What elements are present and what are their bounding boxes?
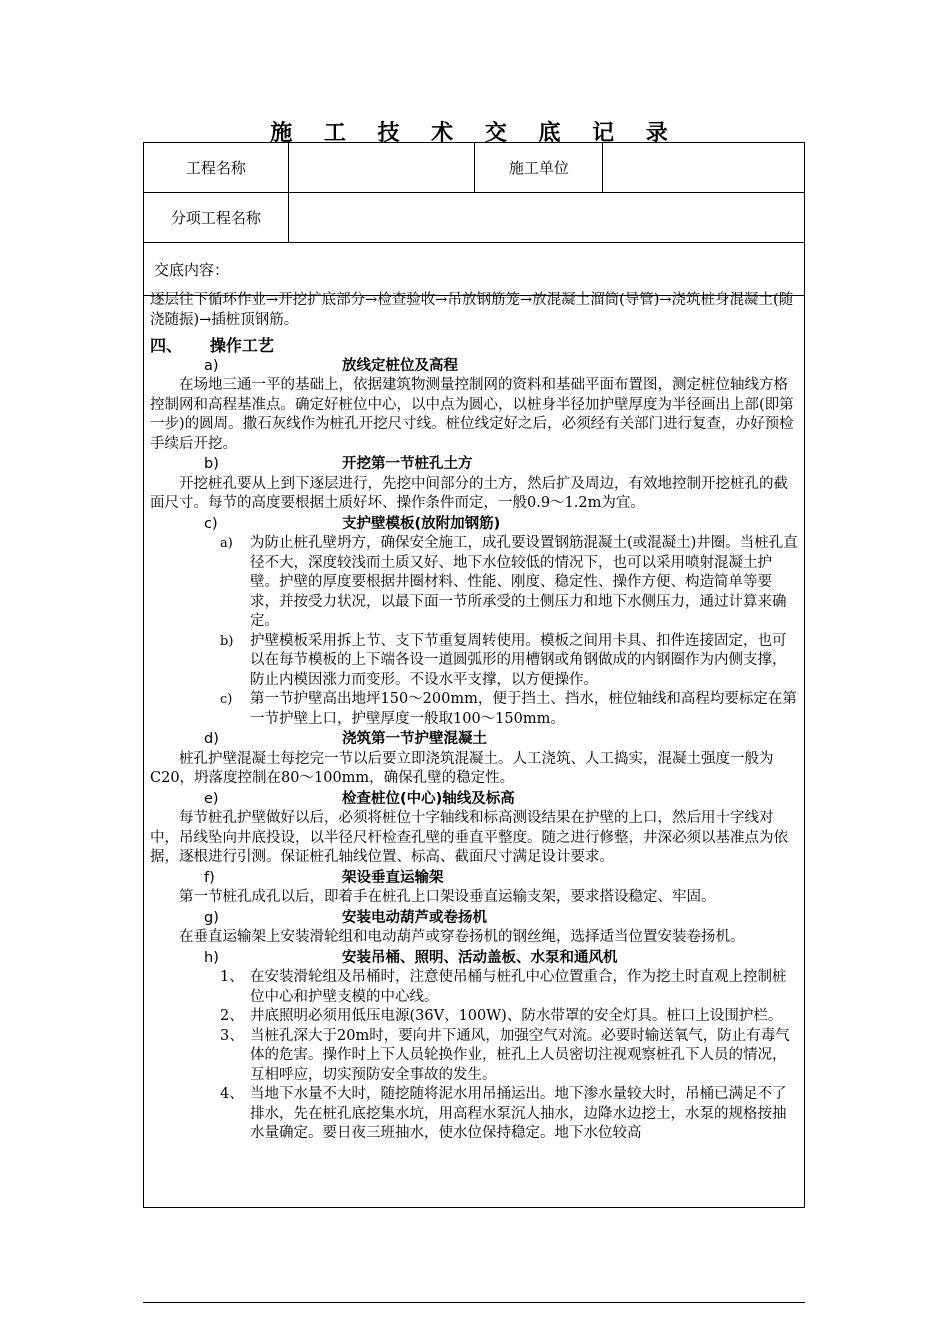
subsection-title: 浇筑第一节护壁混凝土 bbox=[342, 731, 487, 747]
subsection-title: 架设垂直运输架 bbox=[342, 869, 444, 886]
subsection-a-text: 在场地三通一平的基础上，依据建筑物测量控制网的资料和基础平面布置图，测定桩位轴线方格控制网和高程基准点。确定好桩位中心，以中点为圆心，以桩身半径加护壁厚度为半径画出上部(即第一步)的圆周。撒石灰线作为桩孔开挖尺寸线。桩位线定好之后，必须经有关部门进行复查，办好预检手续后开挖。 bbox=[150, 377, 794, 452]
project-name-value[interactable] bbox=[288, 143, 475, 193]
sub-project-label: 分项工程名称 bbox=[144, 193, 289, 243]
subsection-key: d) bbox=[204, 731, 219, 747]
sub-project-value[interactable] bbox=[288, 193, 804, 243]
subsection-g-text: 在垂直运输架上安装滑轮组和电动葫芦或穿卷扬机的钢丝绳，选择适当位置安装卷扬机。 bbox=[179, 929, 745, 945]
list-text: 在安装滑轮组及吊桶时，注意使吊桶与桩孔中心位置重合，作为挖土时直观上控制桩位中心和护壁支模的中心线。 bbox=[250, 969, 787, 1005]
subsection-key: a) bbox=[204, 357, 219, 374]
list-item bbox=[150, 1085, 798, 1144]
section-title: 操作工艺 bbox=[209, 336, 274, 355]
subsection-title: 支护壁模板(放附加钢筋) bbox=[342, 515, 501, 532]
list-marker: b) bbox=[220, 633, 234, 649]
list-marker: 2、 bbox=[220, 1008, 244, 1024]
section-number: 四、 bbox=[150, 336, 183, 355]
subsection-title: 检查桩位(中心)轴线及标高 bbox=[342, 790, 515, 807]
construction-unit-value[interactable] bbox=[603, 143, 805, 193]
subsection-key: g) bbox=[204, 909, 219, 926]
subsection-g-heading bbox=[150, 909, 798, 929]
list-marker: 4、 bbox=[220, 1086, 244, 1102]
subsection-key: h) bbox=[204, 949, 219, 966]
list-item bbox=[150, 968, 798, 1007]
list-text: 护壁模板采用拆上节、支下节重复周转使用。模板之间用卡具、扣件连接固定，也可以在每节模板的上下端各设一道圆弧形的用槽钢或角钢做成的内钢圈作为内侧支撑，防止内模因涨力而变形。不设水平支撑，以方便操作。 bbox=[250, 632, 787, 688]
subsection-key: e) bbox=[204, 790, 219, 807]
intro-text: 逐层往下循环作业→开挖扩底部分→检查验收→吊放钢筋笼→放混凝土溜筒(导管)→浇筑桩身混凝土(随浇随振)→插桩顶钢筋。 bbox=[150, 292, 794, 328]
subsection-d-text: 桩孔护壁混凝土每挖完一节以后要立即浇筑混凝土。人工浇筑、人工捣实，混凝土强度一般为C20，坍落度控制在80～100mm，确保孔壁的稳定性。 bbox=[150, 750, 774, 786]
subsection-e-text: 每节桩孔护壁做好以后，必须将桩位十字轴线和标高测设结果在护壁的上口，然后用十字线对中，吊线坠向井底投设，以半径尺杆检查孔壁的垂直平整度。随之进行修整，井深必须以基准点为依据，逐根进行引测。保证桩孔轴线位置、标高、截面尺寸满足设计要求。 bbox=[150, 810, 788, 865]
list-text: 为防止桩孔壁坍方，确保安全施工，成孔要设置钢筋混凝土(或混凝土)井圈。当桩孔直径不大，深度较浅而土质又好、地下水位较低的情况下，也可以采用喷射混凝土护壁。护壁的厚度要根据井圈材料、性能、刚度、稳定性、操作方便、构造简单等要求，并按受力状况，以最下面一节所承受的土侧压力和地下水侧压力，通过计算来确定。 bbox=[250, 535, 798, 629]
subsection-f-heading bbox=[150, 869, 798, 889]
project-name-label: 工程名称 bbox=[144, 143, 289, 193]
subsection-d-heading bbox=[150, 730, 798, 750]
subsection-title: 安装电动葫芦或卷扬机 bbox=[342, 909, 487, 926]
subsection-b-heading bbox=[150, 455, 798, 475]
content-body bbox=[150, 291, 798, 1144]
subsection-key: c) bbox=[204, 515, 218, 532]
subsection-b-text: 开挖桩孔要从上到下逐层进行，先挖中间部分的土方，然后扩及周边，有效地控制开挖桩孔的截面尺寸。每节的高度要根据土质好坏、操作条件而定，一般0.9～1.2m为宜。 bbox=[150, 475, 788, 511]
subsection-e-heading bbox=[150, 790, 798, 810]
subsection-a-heading bbox=[150, 357, 798, 377]
subsection-title: 开挖第一节桩孔土方 bbox=[342, 456, 473, 472]
list-item bbox=[150, 690, 798, 729]
list-marker: c) bbox=[220, 692, 233, 707]
list-marker: 1、 bbox=[220, 969, 244, 985]
list-text: 当地下水量不大时，随挖随将泥水用吊捅运出。地下渗水量较大时，吊桶已满足不了排水，先在桩孔底挖集水坑，用高程水泵沉人抽水，边降水边挖土，水泵的规格按抽水量确定。要日夜三班抽水，使水位保持稳定。地下水位较高 bbox=[250, 1086, 787, 1141]
content-label: 交底内容： bbox=[144, 243, 805, 296]
list-text: 第一节护壁高出地坪150～200mm，便于挡土、挡水，桩位轴线和高程均要标定在第一节护壁上口，护壁厚度一般取100～150mm。 bbox=[250, 691, 797, 727]
list-marker: 3、 bbox=[220, 1027, 244, 1044]
subsection-key: b) bbox=[204, 456, 219, 472]
list-item bbox=[150, 1007, 798, 1027]
list-text: 当桩孔深大于20m时，要向井下通风，加强空气对流。必要时输送氧气，防止有毒气体的危害。操作时上下人员轮换作业，桩孔上人员密切注视观察桩孔下人员的情况，互相呼应，切实预防安全事故的发生。 bbox=[250, 1027, 790, 1083]
subsection-c-heading bbox=[150, 515, 798, 535]
subsection-key: f) bbox=[204, 869, 215, 886]
construction-unit-label: 施工单位 bbox=[475, 143, 603, 193]
footer-divider bbox=[143, 1302, 805, 1303]
document-title: 施 工 技 术 交 底 记 录 bbox=[270, 121, 680, 146]
list-text: 井底照明必须用低压电源(36V、100W)、防水带罩的安全灯具。桩口上设围护栏。 bbox=[250, 1008, 783, 1024]
list-item bbox=[150, 632, 798, 691]
list-item bbox=[150, 534, 798, 632]
subsection-f-text: 第一节桩孔成孔以后，即着手在桩孔上口架设垂直运输支架，要求搭设稳定、牢固。 bbox=[179, 889, 716, 905]
list-item bbox=[150, 1027, 798, 1086]
list-marker: a) bbox=[220, 536, 233, 551]
header-table bbox=[143, 142, 805, 296]
subsection-title: 放线定桩位及高程 bbox=[342, 357, 458, 374]
subsection-title: 安装吊桶、照明、活动盖板、水泵和通风机 bbox=[342, 949, 618, 966]
section-heading bbox=[150, 336, 798, 356]
subsection-h-heading bbox=[150, 949, 798, 969]
